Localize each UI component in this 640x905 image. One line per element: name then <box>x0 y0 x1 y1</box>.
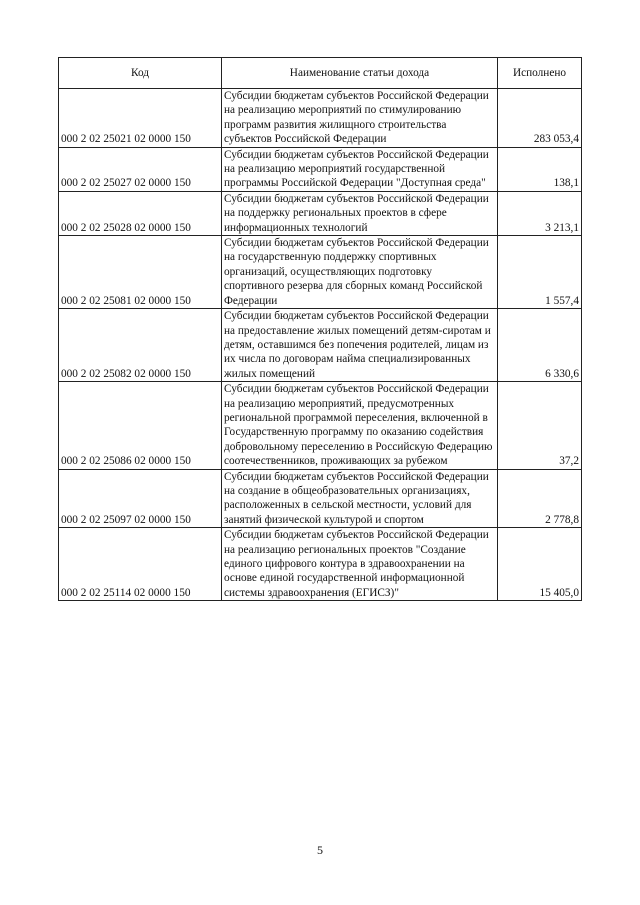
row-name: Субсидии бюджетам субъектов Российской Федерации на реализацию мероприятий, предусмотренных региональной программой переселения, включенной в Государственную программу по оказанию содействия добровольному переселению в Российскую Федерацию соотечественников, проживающих за рубежом <box>222 382 498 469</box>
row-executed: 6 330,6 <box>498 309 582 382</box>
row-code: 000 2 02 25086 02 0000 150 <box>59 382 222 469</box>
row-name: Субсидии бюджетам субъектов Российской Федерации на реализацию региональных проектов "Создание единого цифрового контура в здравоохранении на основе единой государственной информационной системы здравоохранения (ЕГИСЗ)" <box>222 528 498 601</box>
table-row <box>59 469 582 528</box>
table-row <box>59 236 582 309</box>
table-row <box>59 147 582 191</box>
table-row <box>59 89 582 148</box>
row-executed: 15 405,0 <box>498 528 582 601</box>
row-executed: 3 213,1 <box>498 191 582 235</box>
table-row <box>59 528 582 601</box>
row-name: Субсидии бюджетам субъектов Российской Федерации на реализацию мероприятий по стимулированию программ развития жилищного строительства субъектов Российской Федерации <box>222 89 498 148</box>
row-executed: 138,1 <box>498 147 582 191</box>
table-row <box>59 191 582 235</box>
row-code: 000 2 02 25082 02 0000 150 <box>59 309 222 382</box>
row-name: Субсидии бюджетам субъектов Российской Федерации на поддержку региональных проектов в сфере информационных технологий <box>222 191 498 235</box>
row-executed: 37,2 <box>498 382 582 469</box>
row-code: 000 2 02 25027 02 0000 150 <box>59 147 222 191</box>
page-number: 5 <box>317 843 323 857</box>
header-name: Наименование статьи дохода <box>222 58 498 89</box>
header-executed: Исполнено <box>498 58 582 89</box>
table-row <box>59 309 582 382</box>
header-code: Код <box>59 58 222 89</box>
row-executed: 2 778,8 <box>498 469 582 528</box>
row-name: Субсидии бюджетам субъектов Российской Федерации на предоставление жилых помещений детям-сиротам и детям, оставшимся без попечения родителей, лицам из их числа по договорам найма специализированных жилых помещений <box>222 309 498 382</box>
row-code: 000 2 02 25028 02 0000 150 <box>59 191 222 235</box>
row-code: 000 2 02 25021 02 0000 150 <box>59 89 222 148</box>
row-name: Субсидии бюджетам субъектов Российской Федерации на государственную поддержку спортивных организаций, осуществляющих подготовку спортивного резерва для сборных команд Российской Федерации <box>222 236 498 309</box>
row-code: 000 2 02 25114 02 0000 150 <box>59 528 222 601</box>
row-executed: 1 557,4 <box>498 236 582 309</box>
row-name: Субсидии бюджетам субъектов Российской Федерации на реализацию мероприятий государственной программы Российской Федерации "Доступная среда" <box>222 147 498 191</box>
row-code: 000 2 02 25081 02 0000 150 <box>59 236 222 309</box>
table-row <box>59 382 582 469</box>
row-executed: 283 053,4 <box>498 89 582 148</box>
table-header-row <box>59 58 582 89</box>
revenue-table <box>58 57 582 601</box>
row-name: Субсидии бюджетам субъектов Российской Федерации на создание в общеобразовательных организациях, расположенных в сельской местности, условий для занятий физической культурой и спортом <box>222 469 498 528</box>
row-code: 000 2 02 25097 02 0000 150 <box>59 469 222 528</box>
